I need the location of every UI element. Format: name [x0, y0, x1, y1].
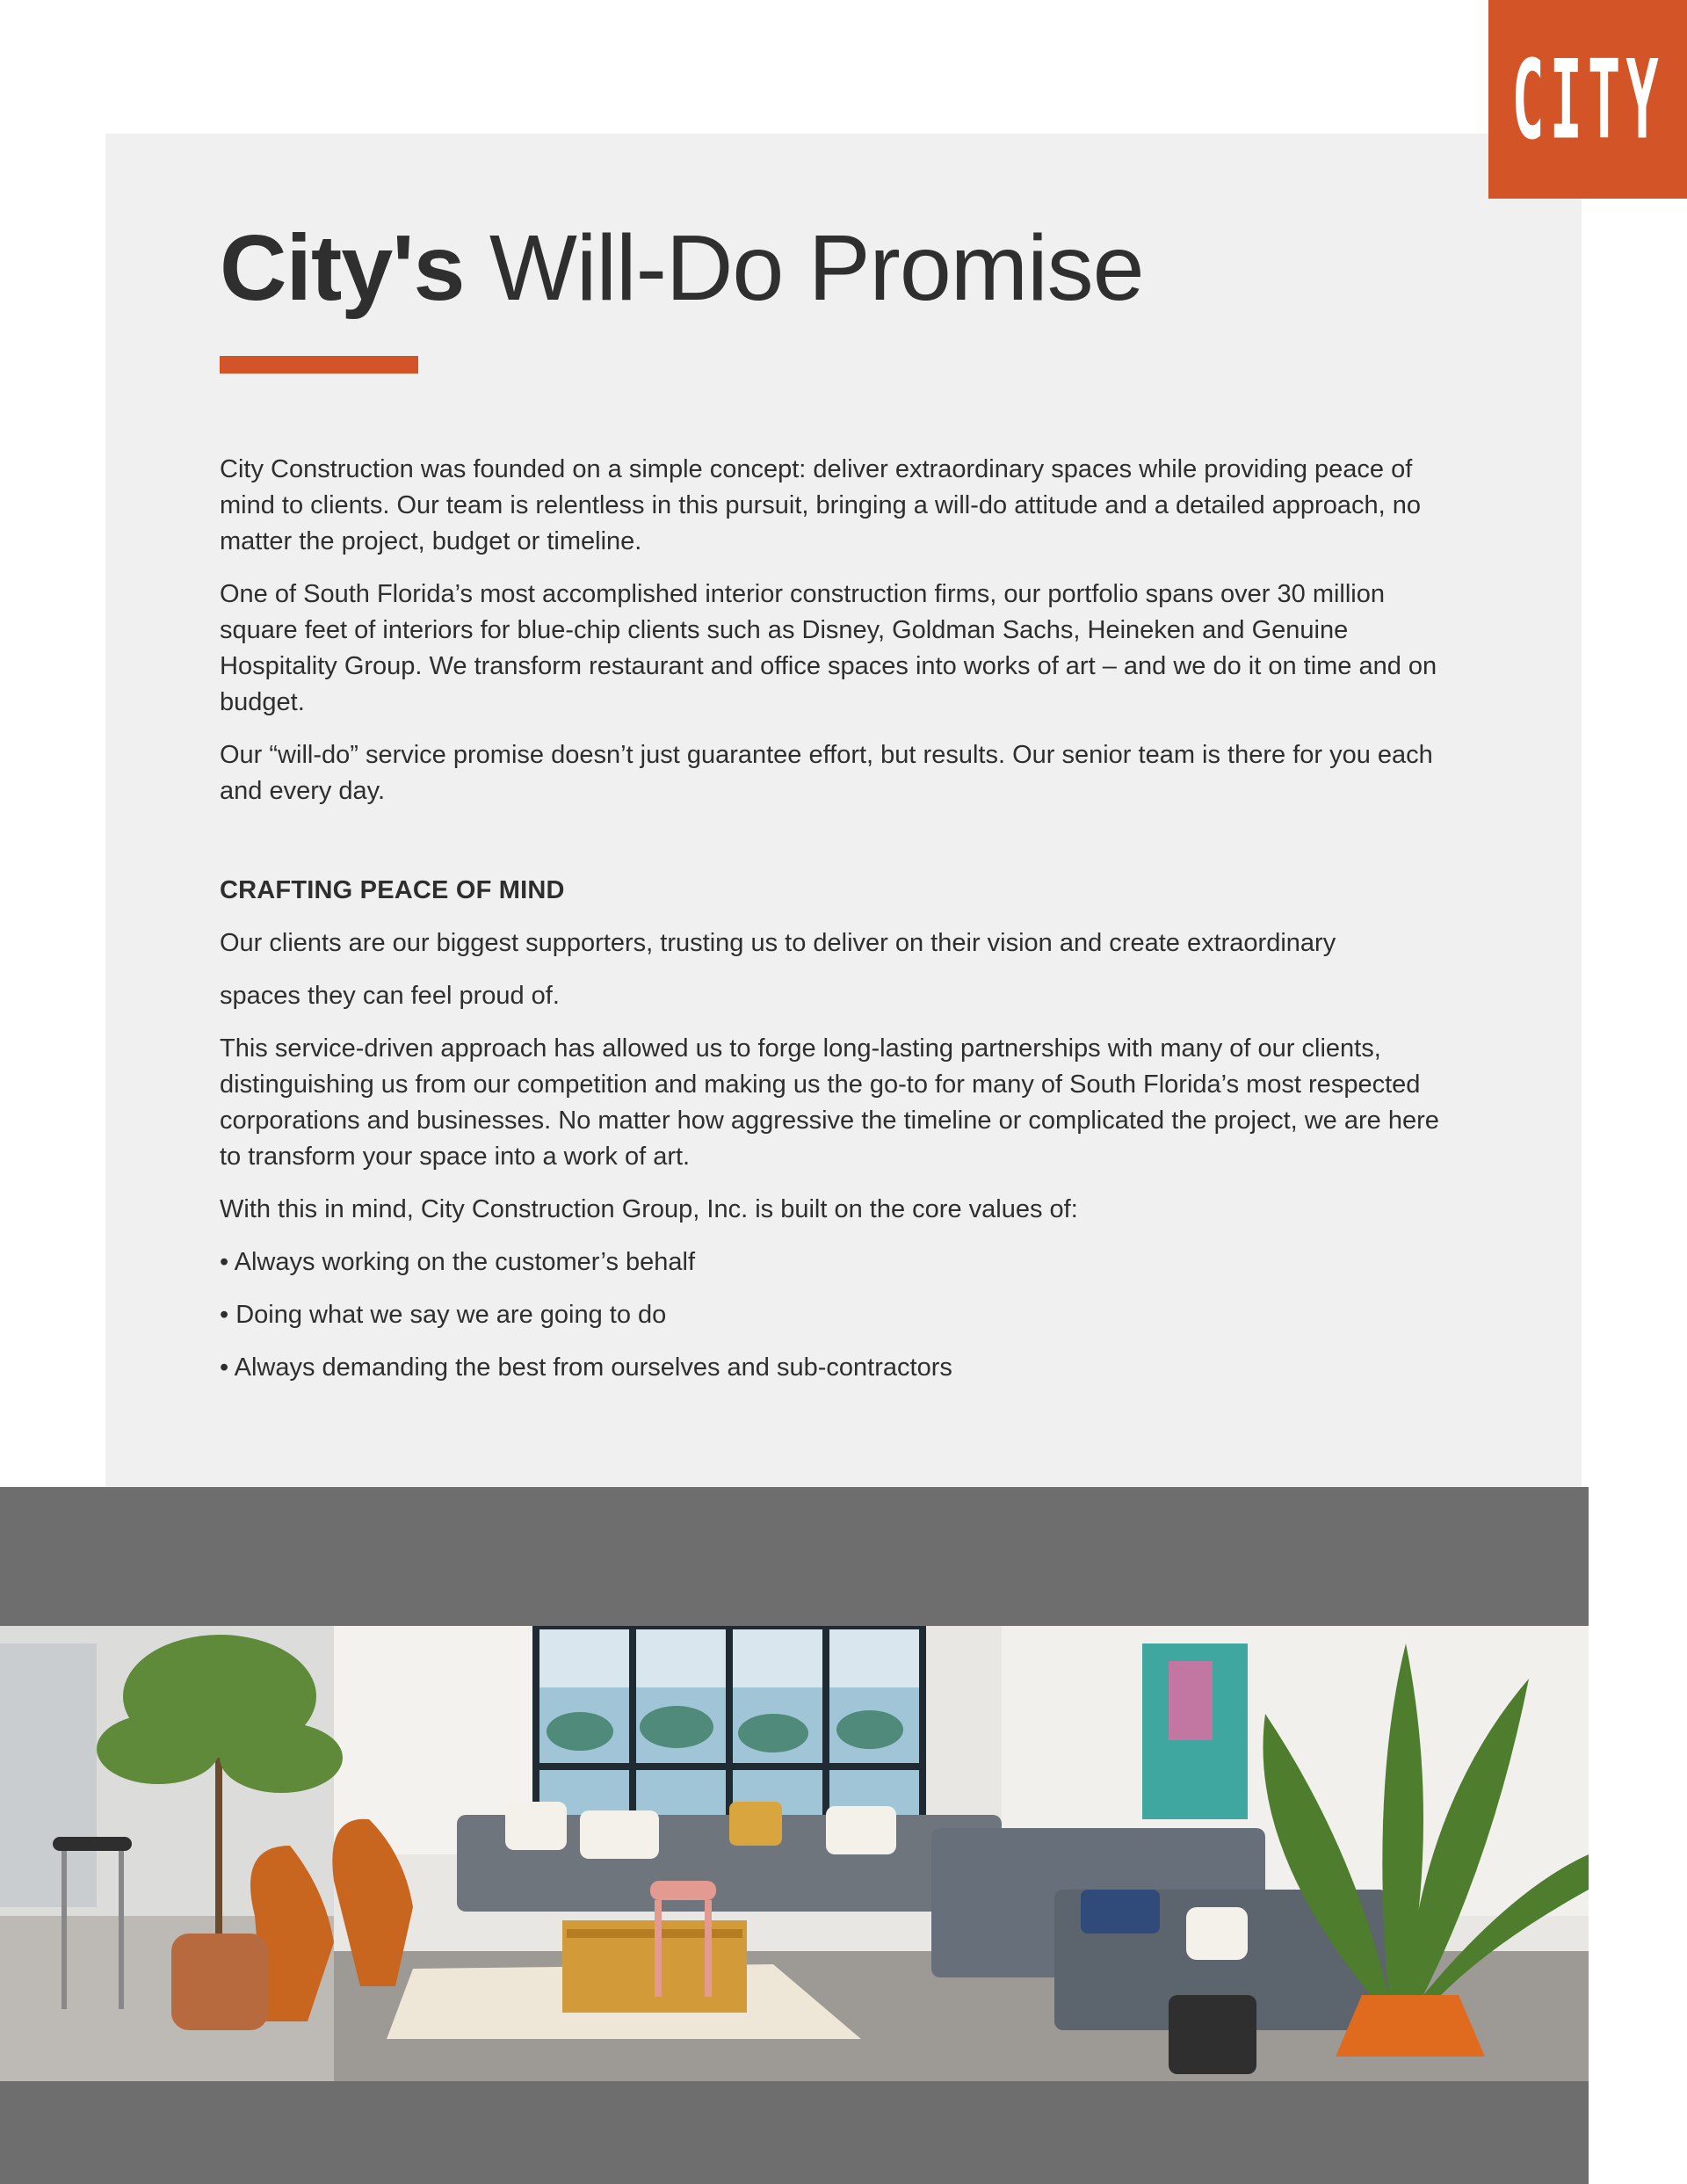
section-paragraph: Our clients are our biggest supporters, trusting us to deliver on their vision and create extraordinary: [220, 929, 1336, 957]
page-title: [220, 211, 1144, 325]
section-heading: CRAFTING PEACE OF MIND: [220, 876, 565, 904]
city-logo[interactable]: [1488, 0, 1687, 199]
intro-paragraph: One of South Florida’s most accomplished interior construction firms, our portfolio spans over 30 million square feet of interiors for blue-chip clients such as Disney, Goldman Sachs, Heineken and Genuine Hospitality Group. We transform restaurant and office spaces into works of art – and we do it on time and on budget.: [220, 580, 1437, 716]
bullet-item: • Always demanding the best from ourselves and sub-contractors: [220, 1353, 952, 1382]
intro-paragraph: City Construction was founded on a simple concept: deliver extraordinary spaces while providing peace of mind to clients. Our team is relentless in this pursuit, bringing a will-do attitude and a detailed approach, no matter the project, budget or timeline.: [220, 455, 1421, 555]
section-paragraph: This service-driven approach has allowed us to forge long-lasting partnerships with many of our clients, distinguishing us from our competition and making us the go-to for many of South Florida’s most respected corporations and businesses. No matter how aggressive the timeline or complicated the project, we are here to transform your space into a work of art.: [220, 1034, 1439, 1171]
bullet-item: • Always working on the customer’s behalf: [220, 1248, 696, 1276]
lounge-interior-photo: [0, 1626, 1589, 2081]
title-accent-rule: [220, 356, 418, 374]
section-paragraph: With this in mind, City Construction Group, Inc. is built on the core values of:: [220, 1195, 1078, 1223]
section-paragraph: spaces they can feel proud of.: [220, 982, 560, 1010]
title-regular: Will-Do Promise: [489, 216, 1144, 320]
bullet-item: • Doing what we say we are going to do: [220, 1301, 667, 1329]
logo-text: CITY: [1511, 35, 1664, 163]
body-text: [220, 452, 1459, 1403]
gray-band-top: [0, 1487, 1589, 1626]
title-bold: City's: [220, 216, 465, 320]
intro-paragraph: Our “will-do” service promise doesn’t just guarantee effort, but results. Our senior team is there for you each and every day.: [220, 741, 1433, 805]
gray-band-bottom: [0, 2081, 1589, 2184]
